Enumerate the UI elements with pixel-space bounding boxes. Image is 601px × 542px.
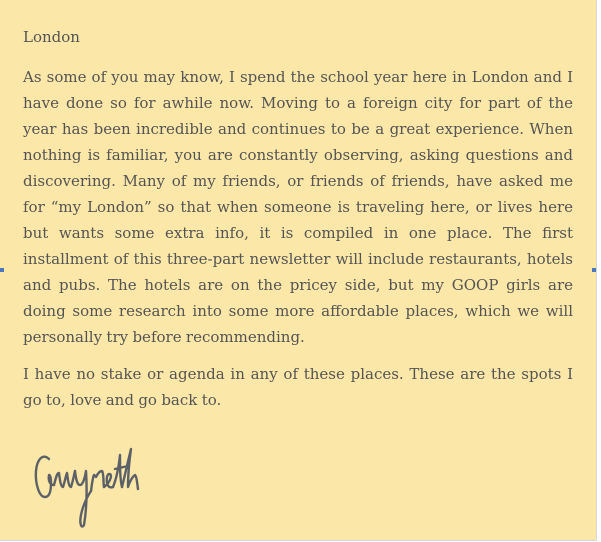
letter-paragraph-2: I have no stake or agenda in any of these places. These are the spots I go to, love and go back to. — [23, 365, 573, 409]
letter-place: London — [23, 28, 80, 46]
letter-body — [23, 24, 573, 424]
resize-handle-right[interactable] — [592, 268, 596, 272]
signature — [33, 447, 163, 532]
resize-handle-left[interactable] — [0, 268, 4, 272]
letter-paragraph-1: As some of you may know, I spend the school year here in London and I have done so for awhile now. Moving to a foreign city for part of the year has been incredible and continues to be a great experience. When nothing is familiar, you are constantly observing, asking questions and discovering. Many of my friends, or friends of friends, have asked me for “my London” so that when someone is traveling here, or lives here but wants some extra info, it is compiled in one place. The first installment of this three-part newsletter will include restaurants, hotels and pubs. The hotels are on the pricey side, but my GOOP girls are doing some research into some more affordable places, which we will personally try before recommending. — [23, 68, 573, 346]
